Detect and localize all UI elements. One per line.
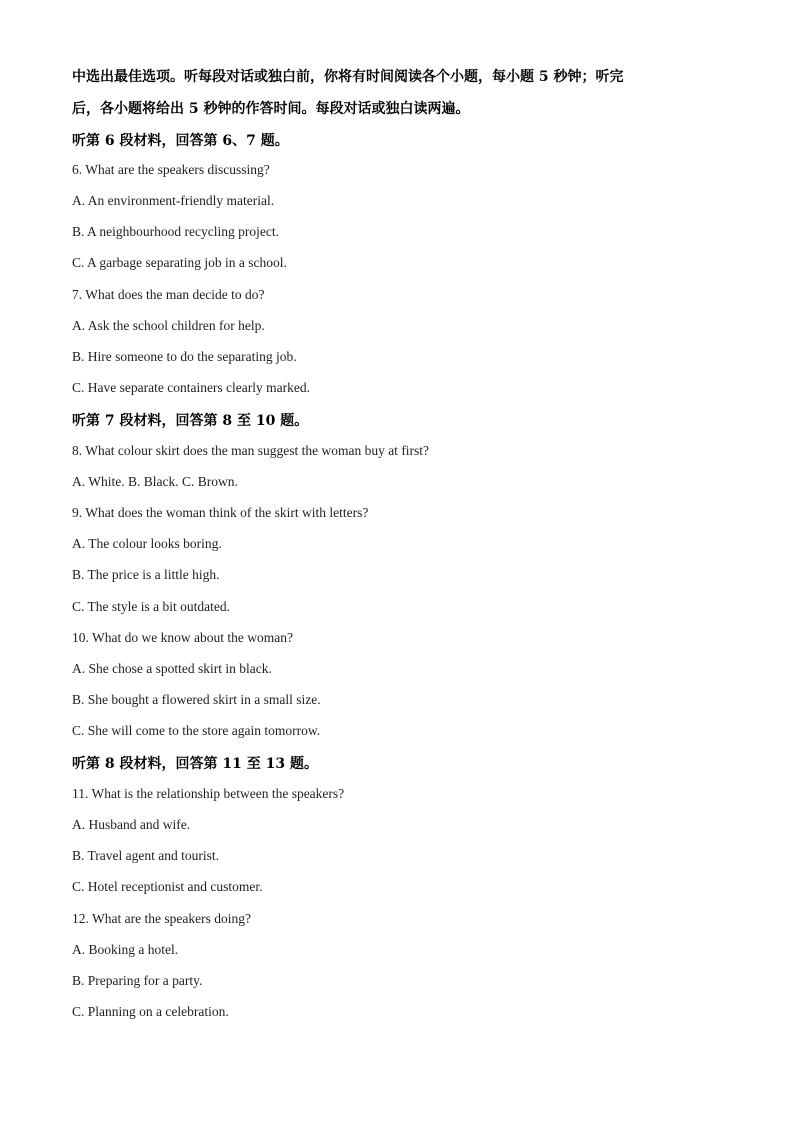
question-text: 8. What colour skirt does the man suggest the woman buy at first? xyxy=(72,443,430,458)
answer-option: C. A garbage separating job in a school. xyxy=(72,255,287,270)
instruction-line-1: 中选出最佳选项。听每段对话或独白前，你将有时间阅读各个小题，每小题 5 秒钟；听完 xyxy=(72,69,624,85)
answer-option: C. She will come to the store again tomorrow. xyxy=(72,723,321,738)
answer-option: B. She bought a flowered skirt in a small size. xyxy=(72,692,321,707)
answer-option: B. Hire someone to do the separating job. xyxy=(72,349,297,364)
answer-option: A. Ask the school children for help. xyxy=(72,318,265,333)
question-text: 10. What do we know about the woman? xyxy=(72,630,293,645)
instruction-line-2: 后，各小题将给出 5 秒钟的作答时间。每段对话或独白读两遍。 xyxy=(72,101,470,117)
question-text: 9. What does the woman think of the skirt with letters? xyxy=(72,505,369,520)
answer-option: A. The colour looks boring. xyxy=(72,536,222,551)
answer-option: A. Husband and wife. xyxy=(72,817,191,832)
section-heading: 听第 8 段材料，回答第 11 至 13 题。 xyxy=(72,756,318,772)
section-heading: 听第 7 段材料，回答第 8 至 10 题。 xyxy=(72,413,309,429)
answer-option: C. The style is a bit outdated. xyxy=(72,599,230,614)
answer-option: C. Hotel receptionist and customer. xyxy=(72,879,263,894)
answer-option: A. She chose a spotted skirt in black. xyxy=(72,661,272,676)
answer-option: A. An environment-friendly material. xyxy=(72,193,275,208)
section-heading: 听第 6 段材料，回答第 6、7 题。 xyxy=(72,133,289,149)
question-text: 12. What are the speakers doing? xyxy=(72,911,251,926)
answer-option: A. Booking a hotel. xyxy=(72,942,179,957)
answer-option: B. A neighbourhood recycling project. xyxy=(72,224,279,239)
answer-option: C. Planning on a celebration. xyxy=(72,1004,229,1019)
question-text: 11. What is the relationship between the speakers? xyxy=(72,786,345,801)
answer-option: B. Travel agent and tourist. xyxy=(72,848,219,863)
answer-option: A. White. B. Black. C. Brown. xyxy=(72,474,238,489)
question-text: 6. What are the speakers discussing? xyxy=(72,162,270,177)
question-text: 7. What does the man decide to do? xyxy=(72,287,265,302)
answer-option: B. The price is a little high. xyxy=(72,567,220,582)
answer-option: C. Have separate containers clearly marked. xyxy=(72,380,311,395)
answer-option: B. Preparing for a party. xyxy=(72,973,203,988)
